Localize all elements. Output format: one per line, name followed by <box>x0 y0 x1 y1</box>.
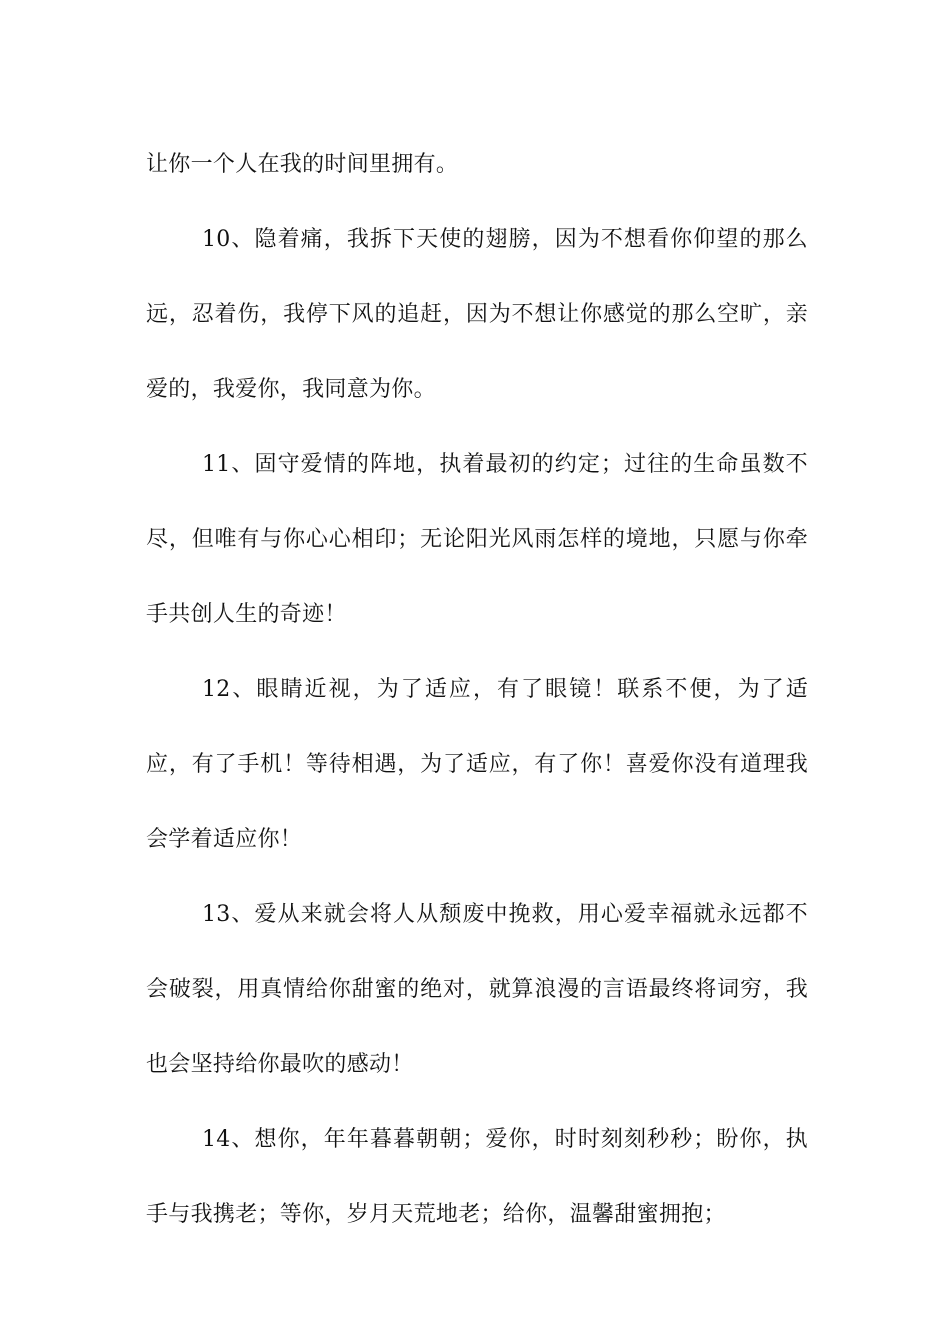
paragraph-12: 12、眼睛近视，为了适应，有了眼镜！联系不便，为了适应，有了手机！等待相遇，为了适应，有了你！喜爱你没有道理我会学着适应你！ <box>146 677 808 852</box>
paragraph-14: 14、想你，年年暮暮朝朝；爱你，时时刻刻秒秒；盼你，执手与我携老；等你，岁月天荒地老；给你，温馨甜蜜拥抱； <box>146 1127 808 1227</box>
paragraph-11: 11、固守爱情的阵地，执着最初的约定；过往的生命虽数不尽，但唯有与你心心相印；无论阳光风雨怎样的境地，只愿与你牵手共创人生的奇迹！ <box>146 452 808 627</box>
paragraph-10: 10、隐着痛，我拆下天使的翅膀，因为不想看你仰望的那么远，忍着伤，我停下风的追赶，因为不想让你感觉的那么空旷，亲爱的，我爱你，我同意为你。 <box>146 227 808 402</box>
paragraph-continuation: 让你一个人在我的时间里拥有。 <box>146 152 459 177</box>
paragraph-13: 13、爱从来就会将人从颓废中挽救，用心爱幸福就永远都不会破裂，用真情给你甜蜜的绝对，就算浪漫的言语最终将词穷，我也会坚持给你最吹的感动！ <box>146 902 808 1077</box>
document-body <box>146 127 808 1252</box>
